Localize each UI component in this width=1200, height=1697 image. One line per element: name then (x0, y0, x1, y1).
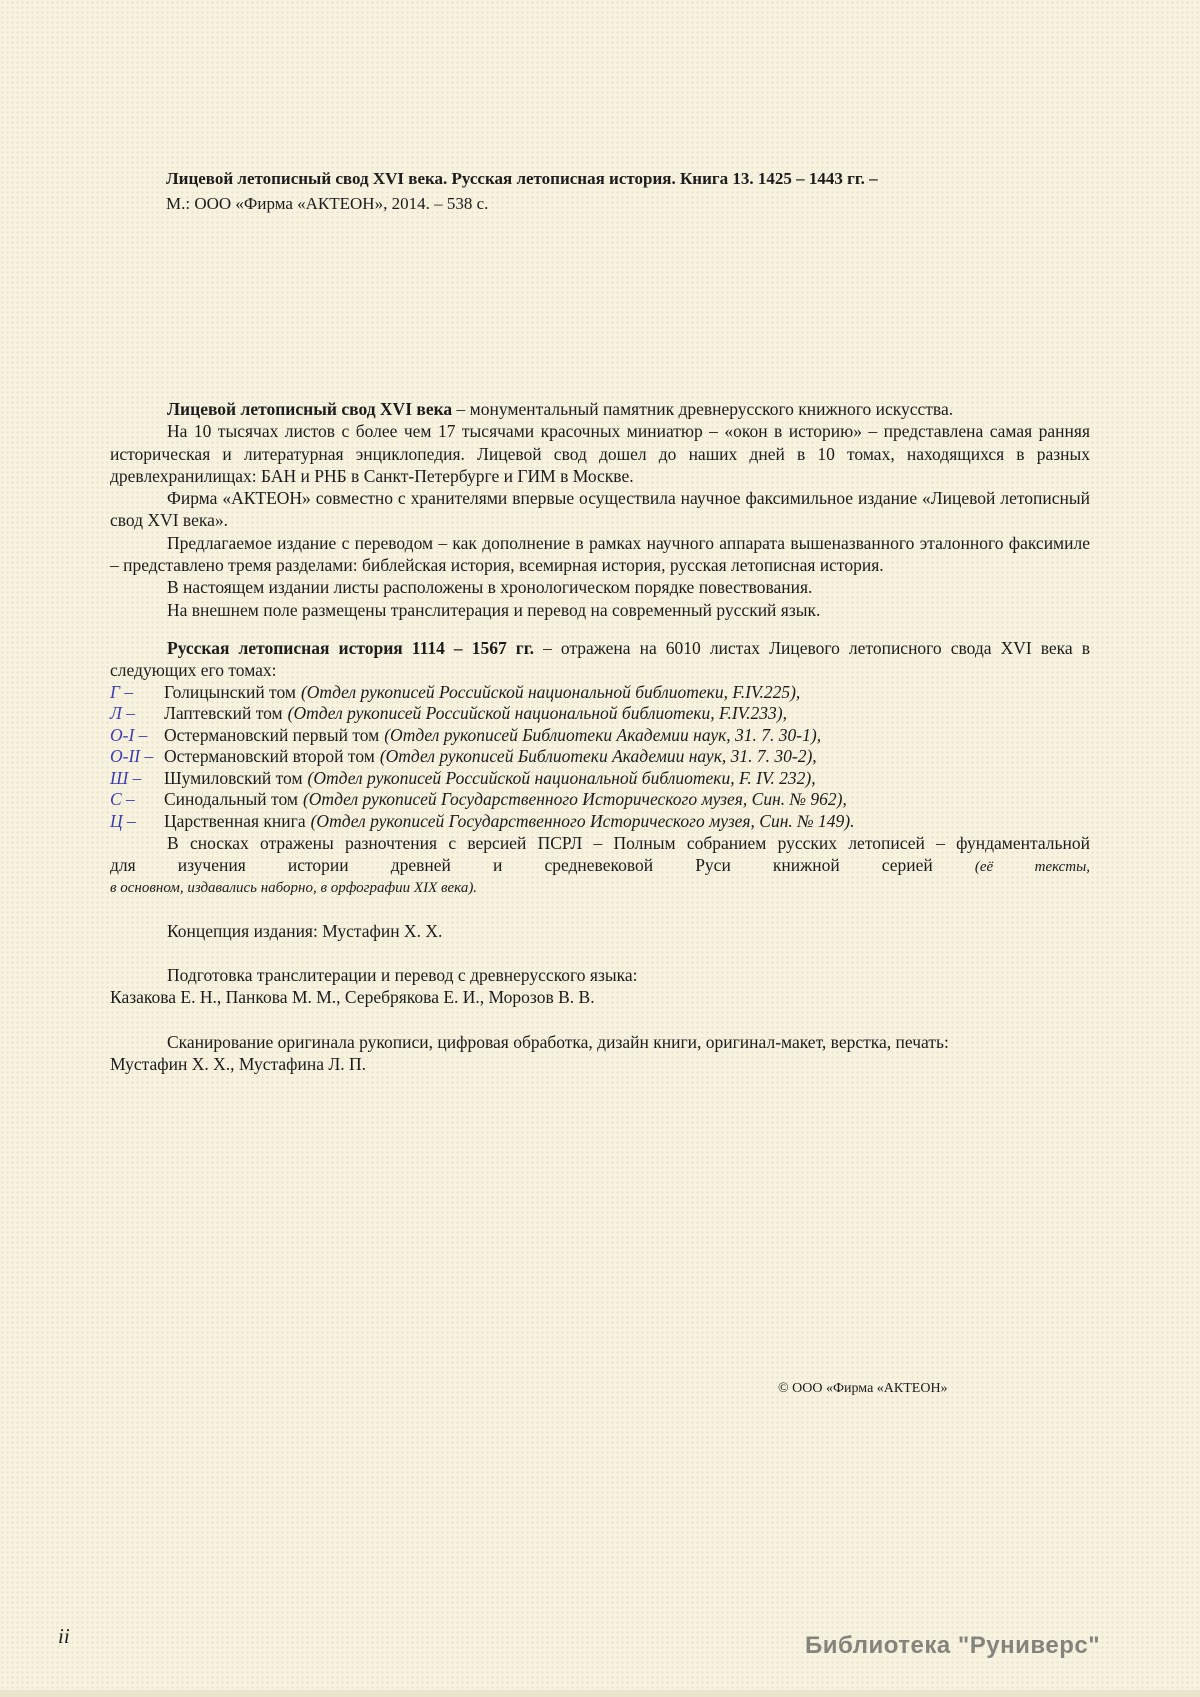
bibliographic-citation (166, 166, 946, 216)
concept-credit-line: Концепция издания: Мустафин Х. Х. (167, 920, 443, 941)
volume-letter: С – (110, 789, 135, 810)
scanning-credit (110, 1031, 1090, 1076)
volumes-heading-text: – отражена на 6010 листах Лицевого летописного свода XVI века в следующих его томах: (110, 637, 1090, 681)
psrl-note (110, 832, 1090, 898)
volume-detail: (Отдел рукописей Российской национальной библиотеки, F.IV.225), (300, 681, 801, 702)
volume-name: Царственная книга (164, 810, 306, 831)
volume-row (110, 725, 1090, 747)
intro-paragraph-4: Предлагаемое издание с переводом – как дополнение в рамках научного аппарата вышеназванного эталонного факсимиле – представлено тремя разделами: библейская история, всемирная история, русская летописная история. (110, 532, 1090, 576)
psrl-line-3: в основном, издавались наборно, в орфографии XIX века). (110, 879, 478, 896)
volume-row (110, 768, 1090, 790)
psrl-line-2-italic: (её тексты, (974, 859, 1090, 876)
volume-letter: О-I – (110, 724, 148, 745)
volume-row (110, 811, 1090, 833)
volume-letter: Ц – (110, 810, 136, 831)
volume-name: Синодальный том (164, 789, 298, 810)
volume-detail: (Отдел рукописей Российской национальной библиотеки, F.IV.233), (287, 703, 787, 724)
intro-paragraph-1-lead: Лицевой летописный свод XVI века (167, 399, 453, 419)
volume-detail: (Отдел рукописей Государственного Исторического музея, Син. № 149). (310, 810, 855, 831)
volume-row (110, 703, 1090, 725)
bottom-edge-shadow (0, 1690, 1200, 1697)
volume-detail: (Отдел рукописей Государственного Исторического музея, Син. № 962), (302, 789, 847, 810)
volume-detail: (Отдел рукописей Библиотеки Академии наук, 31. 7. 30-2), (379, 746, 817, 767)
volume-name: Остермановский второй том (164, 746, 375, 767)
citation-line-2: М.: ООО «Фирма «АКТЕОН», 2014. – 538 с. (166, 194, 489, 213)
psrl-line-2-regular: для изучения истории древней и средневековой Руси книжной серией (110, 855, 975, 876)
concept-credit (110, 920, 1090, 942)
transliteration-credit (110, 964, 1090, 1009)
volume-letter: Л – (110, 703, 135, 724)
volume-detail: (Отдел рукописей Библиотеки Академии наук, 31. 7. 30-1), (384, 724, 822, 745)
volume-detail: (Отдел рукописей Российской национальной библиотеки, F. IV. 232), (307, 767, 816, 788)
main-text-column (110, 398, 1090, 1075)
intro-paragraph-1-text: – монументальный памятник древнерусского книжного искусства. (452, 399, 954, 419)
volume-row (110, 789, 1090, 811)
volume-name: Шумиловский том (164, 767, 303, 788)
volume-name: Лаптевский том (164, 703, 283, 724)
volume-name: Голицынский том (164, 681, 296, 702)
intro-paragraph-3: Фирма «АКТЕОН» совместно с хранителями впервые осуществила научное факсимильное издание «Лицевой летописный свод XVI века». (110, 488, 1090, 531)
intro-paragraph-2: На 10 тысячах листов с более чем 17 тысячами красочных миниатюр – «окон в историю» – представлена самая ранняя историческая и литературная энциклопедия. Лицевой свод дошел до наших дней в 10 томах, находящихся в разных древлехранилищах: БАН и РНБ в Санкт-Петербурге и ГИМ в Москве. (110, 421, 1090, 486)
intro-paragraph-1 (110, 398, 1090, 420)
volume-letter: О-II – (110, 746, 154, 767)
volume-letter: Ш – (110, 767, 142, 788)
scanning-credit-names: Мустафин Х. Х., Мустафина Л. П. (110, 1053, 366, 1074)
volumes-heading-lead: Русская летописная история 1114 – 1567 гг. (167, 637, 535, 658)
transliteration-credit-header: Подготовка транслитерации и перевод с древнерусского языка: (167, 964, 638, 985)
volume-letter: Г – (110, 681, 134, 702)
volume-name: Остермановский первый том (164, 724, 380, 745)
volume-row (110, 746, 1090, 768)
page-number: ii (58, 1624, 70, 1648)
psrl-line-1: В сносках отражены разночтения с версией ПСРЛ – Полным собранием русских летописей – фундаментальной (167, 833, 1090, 854)
transliteration-credit-names: Казакова Е. Н., Панкова М. М., Серебрякова Е. И., Морозов В. В. (110, 987, 595, 1008)
volumes-list (110, 682, 1090, 833)
intro-paragraph-6: На внешнем поле размещены транслитерация и перевод на современный русский язык. (167, 599, 821, 620)
volume-row (110, 682, 1090, 704)
citation-line-1: Лицевой летописный свод XVI века. Русская летописная история. Книга 13. 1425 – 1443 гг. – (166, 169, 878, 188)
copyright-notice: © ООО «Фирма «АКТЕОН» (778, 1381, 948, 1396)
runivers-watermark: Библиотека "Руниверс" (805, 1632, 1101, 1659)
psrl-line-2 (110, 854, 1090, 878)
intro-paragraph-5: В настоящем издании листы расположены в хронологическом порядке повествования. (167, 577, 813, 598)
scanning-credit-header: Сканирование оригинала рукописи, цифровая обработка, дизайн книги, оригинал-макет, верстка, печать: (167, 1031, 949, 1052)
volumes-heading (110, 637, 1090, 682)
